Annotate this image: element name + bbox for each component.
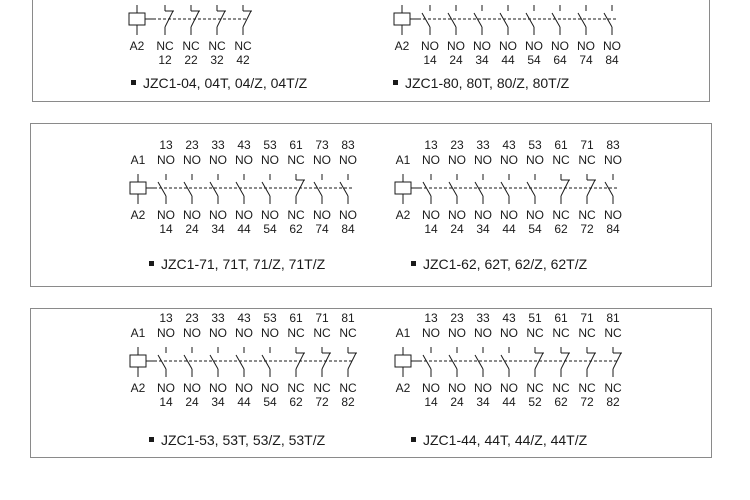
no-contact-icon <box>262 174 270 204</box>
terminal-number: 83 <box>606 138 620 152</box>
terminal-number: 82 <box>606 395 620 409</box>
no-contact-icon <box>578 5 586 35</box>
nc-contact-icon <box>587 174 596 204</box>
contact-type-label: NO <box>474 208 492 222</box>
terminal-number: 23 <box>185 311 199 325</box>
contact-type-label: NC <box>339 326 357 340</box>
contact-type-label: NO <box>448 326 466 340</box>
coil-icon <box>395 347 419 377</box>
panel-3 <box>30 308 712 458</box>
terminal-number: 71 <box>580 138 594 152</box>
model-caption <box>149 432 325 448</box>
nc-contact-icon <box>217 5 226 35</box>
contact-type-label: NC <box>552 153 570 167</box>
contact-type-label: NO <box>526 208 544 222</box>
contact-type-label: NC <box>182 39 200 53</box>
contact-type-label: NO <box>551 39 569 53</box>
terminal-number: 23 <box>185 138 199 152</box>
terminal-number: 74 <box>579 53 593 67</box>
contact-type-label: NO <box>500 326 518 340</box>
contact-type-label: NO <box>183 381 201 395</box>
contact-type-label: NO <box>261 326 279 340</box>
nc-contact-icon <box>587 347 596 377</box>
contact-type-label: NO <box>500 208 518 222</box>
terminal-number: 33 <box>211 138 225 152</box>
nc-contact-icon <box>191 5 200 35</box>
contact-type-label: NC <box>339 381 357 395</box>
coil-terminal-a2: A2 <box>395 381 411 395</box>
terminal-number: 14 <box>424 222 438 236</box>
contact-type-label: NO <box>157 208 175 222</box>
contact-type-label: NC <box>552 208 570 222</box>
terminal-number: 12 <box>158 53 172 67</box>
contact-type-label: NO <box>157 381 175 395</box>
contact-type-label: NC <box>287 381 305 395</box>
contact-type-label: NO <box>422 153 440 167</box>
nc-contact-icon <box>535 347 544 377</box>
contact-type-label: NO <box>261 381 279 395</box>
contact-type-label: NC <box>313 381 331 395</box>
no-contact-icon <box>605 174 613 204</box>
terminal-number: 24 <box>185 395 199 409</box>
terminal-number: 53 <box>528 138 542 152</box>
terminal-number: 13 <box>159 138 173 152</box>
contact-type-label: NO <box>313 208 331 222</box>
wiring-diagram-0-1 <box>390 0 690 67</box>
terminal-number: 72 <box>580 222 594 236</box>
contact-type-label: NC <box>552 381 570 395</box>
contact-type-label: NC <box>578 153 596 167</box>
nc-contact-icon <box>322 347 331 377</box>
terminal-number: 44 <box>501 53 515 67</box>
caption-text: JZC1-71, 71T, 71/Z, 71T/Z <box>161 256 326 272</box>
terminal-number: 22 <box>184 53 198 67</box>
no-contact-icon <box>340 174 348 204</box>
contact-type-label: NO <box>474 326 492 340</box>
terminal-number: 54 <box>263 395 277 409</box>
coil-terminal-a2: A2 <box>394 39 410 53</box>
model-caption <box>411 256 587 272</box>
terminal-number: 33 <box>476 138 490 152</box>
no-contact-icon <box>210 347 218 377</box>
contact-type-label: NO <box>209 208 227 222</box>
contact-type-label: NO <box>209 381 227 395</box>
wiring-diagram-1-0 <box>126 136 426 246</box>
caption-text: JZC1-53, 53T, 53/Z, 53T/Z <box>161 432 326 448</box>
contact-type-label: NO <box>448 381 466 395</box>
wiring-diagram-1-1 <box>391 136 691 246</box>
contact-type-label: NC <box>526 326 544 340</box>
coil-terminal-a1: A1 <box>395 326 411 340</box>
terminal-number: 62 <box>289 222 303 236</box>
terminal-number: 43 <box>502 311 516 325</box>
no-contact-icon <box>475 174 483 204</box>
terminal-number: 33 <box>476 311 490 325</box>
terminal-number: 53 <box>263 138 277 152</box>
contact-type-label: NO <box>473 39 491 53</box>
contact-type-label: NO <box>604 208 622 222</box>
contact-type-label: NO <box>261 208 279 222</box>
terminal-number: 13 <box>424 138 438 152</box>
panel-2 <box>30 123 712 287</box>
nc-contact-icon <box>165 5 174 35</box>
coil-icon <box>395 174 419 204</box>
terminal-number: 62 <box>554 222 568 236</box>
no-contact-icon <box>236 174 244 204</box>
contact-type-label: NO <box>157 326 175 340</box>
no-contact-icon <box>475 347 483 377</box>
no-contact-icon <box>449 347 457 377</box>
contact-type-label: NO <box>339 208 357 222</box>
no-contact-icon <box>236 347 244 377</box>
model-caption <box>131 75 307 91</box>
contact-type-label: NO <box>183 153 201 167</box>
no-contact-icon <box>314 174 322 204</box>
no-contact-icon <box>423 347 431 377</box>
contact-type-label: NO <box>500 381 518 395</box>
contact-type-label: NO <box>603 39 621 53</box>
nc-contact-icon <box>348 347 357 377</box>
terminal-number: 34 <box>476 395 490 409</box>
terminal-number: 83 <box>341 138 355 152</box>
terminal-number: 32 <box>210 53 224 67</box>
terminal-number: 24 <box>185 222 199 236</box>
terminal-number: 52 <box>528 395 542 409</box>
terminal-number: 61 <box>554 311 568 325</box>
no-contact-icon <box>552 5 560 35</box>
contact-type-label: NO <box>422 208 440 222</box>
model-caption <box>411 432 587 448</box>
contact-type-label: NC <box>313 326 331 340</box>
nc-contact-icon <box>561 174 570 204</box>
coil-terminal-a2: A2 <box>129 39 145 53</box>
coil-icon <box>394 5 418 35</box>
bullet-icon <box>131 80 136 85</box>
terminal-number: 24 <box>449 53 463 67</box>
contact-type-label: NO <box>474 153 492 167</box>
contact-type-label: NC <box>578 326 596 340</box>
contact-type-label: NO <box>235 381 253 395</box>
terminal-number: 73 <box>315 138 329 152</box>
contact-type-label: NC <box>208 39 226 53</box>
terminal-number: 72 <box>315 395 329 409</box>
contact-type-label: NO <box>235 208 253 222</box>
contact-type-label: NO <box>422 381 440 395</box>
nc-contact-icon <box>243 5 252 35</box>
no-contact-icon <box>184 347 192 377</box>
terminal-number: 43 <box>237 311 251 325</box>
contact-type-label: NC <box>287 326 305 340</box>
terminal-number: 34 <box>476 222 490 236</box>
contact-type-label: NO <box>183 326 201 340</box>
contact-type-label: NO <box>157 153 175 167</box>
caption-text: JZC1-62, 62T, 62/Z, 62T/Z <box>423 256 588 272</box>
contact-type-label: NO <box>499 39 517 53</box>
terminal-number: 14 <box>159 395 173 409</box>
contact-type-label: NO <box>448 208 466 222</box>
terminal-number: 71 <box>580 311 594 325</box>
contact-type-label: NC <box>578 381 596 395</box>
terminal-number: 24 <box>450 222 464 236</box>
contact-type-label: NO <box>500 153 518 167</box>
coil-terminal-a1: A1 <box>395 153 411 167</box>
terminal-number: 44 <box>502 395 516 409</box>
terminal-number: 84 <box>606 222 620 236</box>
no-contact-icon <box>423 174 431 204</box>
no-contact-icon <box>422 5 430 35</box>
nc-contact-icon <box>613 347 622 377</box>
terminal-number: 23 <box>450 138 464 152</box>
terminal-number: 54 <box>527 53 541 67</box>
contact-type-label: NO <box>261 153 279 167</box>
terminal-number: 42 <box>236 53 250 67</box>
terminal-number: 84 <box>605 53 619 67</box>
no-contact-icon <box>527 174 535 204</box>
contact-type-label: NC <box>578 208 596 222</box>
terminal-number: 43 <box>502 138 516 152</box>
terminal-number: 84 <box>341 222 355 236</box>
bullet-icon <box>149 437 154 442</box>
bullet-icon <box>411 261 416 266</box>
terminal-number: 44 <box>502 222 516 236</box>
contact-type-label: NO <box>525 39 543 53</box>
bullet-icon <box>393 80 398 85</box>
terminal-number: 13 <box>159 311 173 325</box>
terminal-number: 51 <box>528 311 542 325</box>
terminal-number: 13 <box>424 311 438 325</box>
contact-type-label: NC <box>156 39 174 53</box>
terminal-number: 61 <box>289 138 303 152</box>
no-contact-icon <box>500 5 508 35</box>
terminal-number: 61 <box>554 138 568 152</box>
nc-contact-icon <box>561 347 570 377</box>
terminal-number: 34 <box>211 222 225 236</box>
coil-icon <box>130 174 154 204</box>
bullet-icon <box>411 437 416 442</box>
contact-type-label: NC <box>604 381 622 395</box>
terminal-number: 81 <box>341 311 355 325</box>
terminal-number: 62 <box>554 395 568 409</box>
contact-type-label: NO <box>235 326 253 340</box>
no-contact-icon <box>501 174 509 204</box>
terminal-number: 34 <box>211 395 225 409</box>
coil-icon <box>129 5 153 35</box>
terminal-number: 64 <box>553 53 567 67</box>
terminal-number: 24 <box>450 395 464 409</box>
caption-text: JZC1-04, 04T, 04/Z, 04T/Z <box>143 75 308 91</box>
terminal-number: 53 <box>263 311 277 325</box>
coil-icon <box>130 347 154 377</box>
terminal-number: 54 <box>263 222 277 236</box>
model-caption <box>149 256 325 272</box>
nc-contact-icon <box>296 174 305 204</box>
terminal-number: 72 <box>580 395 594 409</box>
terminal-number: 43 <box>237 138 251 152</box>
contact-type-label: NO <box>474 381 492 395</box>
terminal-number: 14 <box>423 53 437 67</box>
no-contact-icon <box>210 174 218 204</box>
no-contact-icon <box>158 174 166 204</box>
no-contact-icon <box>474 5 482 35</box>
contact-type-label: NC <box>552 326 570 340</box>
caption-text: JZC1-44, 44T, 44/Z, 44T/Z <box>423 432 588 448</box>
coil-terminal-a2: A2 <box>130 381 146 395</box>
terminal-number: 23 <box>450 311 464 325</box>
contact-type-label: NO <box>577 39 595 53</box>
bullet-icon <box>149 261 154 266</box>
contact-type-label: NO <box>421 39 439 53</box>
wiring-diagram-2-0 <box>126 309 426 419</box>
contact-type-label: NO <box>313 153 331 167</box>
terminal-number: 81 <box>606 311 620 325</box>
contact-type-label: NC <box>234 39 252 53</box>
model-caption <box>393 75 569 91</box>
no-contact-icon <box>501 347 509 377</box>
terminal-number: 44 <box>237 395 251 409</box>
nc-contact-icon <box>296 347 305 377</box>
terminal-number: 82 <box>341 395 355 409</box>
contact-type-label: NO <box>447 39 465 53</box>
coil-terminal-a1: A1 <box>130 326 146 340</box>
caption-text: JZC1-80, 80T, 80/Z, 80T/Z <box>405 75 570 91</box>
terminal-number: 14 <box>159 222 173 236</box>
contact-type-label: NC <box>287 153 305 167</box>
no-contact-icon <box>449 174 457 204</box>
panel-1 <box>32 0 710 102</box>
terminal-number: 71 <box>315 311 329 325</box>
no-contact-icon <box>526 5 534 35</box>
terminal-number: 74 <box>315 222 329 236</box>
contact-type-label: NO <box>339 153 357 167</box>
contact-type-label: NO <box>235 153 253 167</box>
terminal-number: 14 <box>424 395 438 409</box>
coil-terminal-a2: A2 <box>130 208 146 222</box>
contact-type-label: NO <box>422 326 440 340</box>
contact-type-label: NO <box>209 153 227 167</box>
contact-type-label: NC <box>287 208 305 222</box>
terminal-number: 34 <box>475 53 489 67</box>
wiring-diagram-2-1 <box>391 309 691 419</box>
terminal-number: 61 <box>289 311 303 325</box>
no-contact-icon <box>158 347 166 377</box>
terminal-number: 33 <box>211 311 225 325</box>
wiring-diagram-0-0 <box>125 0 365 67</box>
contact-type-label: NO <box>183 208 201 222</box>
contact-type-label: NC <box>604 326 622 340</box>
no-contact-icon <box>184 174 192 204</box>
terminal-number: 44 <box>237 222 251 236</box>
contact-type-label: NC <box>526 381 544 395</box>
coil-terminal-a2: A2 <box>395 208 411 222</box>
contact-type-label: NO <box>448 153 466 167</box>
no-contact-icon <box>262 347 270 377</box>
contact-type-label: NO <box>604 153 622 167</box>
contact-type-label: NO <box>209 326 227 340</box>
terminal-number: 54 <box>528 222 542 236</box>
no-contact-icon <box>448 5 456 35</box>
terminal-number: 62 <box>289 395 303 409</box>
no-contact-icon <box>604 5 612 35</box>
coil-terminal-a1: A1 <box>130 153 146 167</box>
contact-type-label: NO <box>526 153 544 167</box>
